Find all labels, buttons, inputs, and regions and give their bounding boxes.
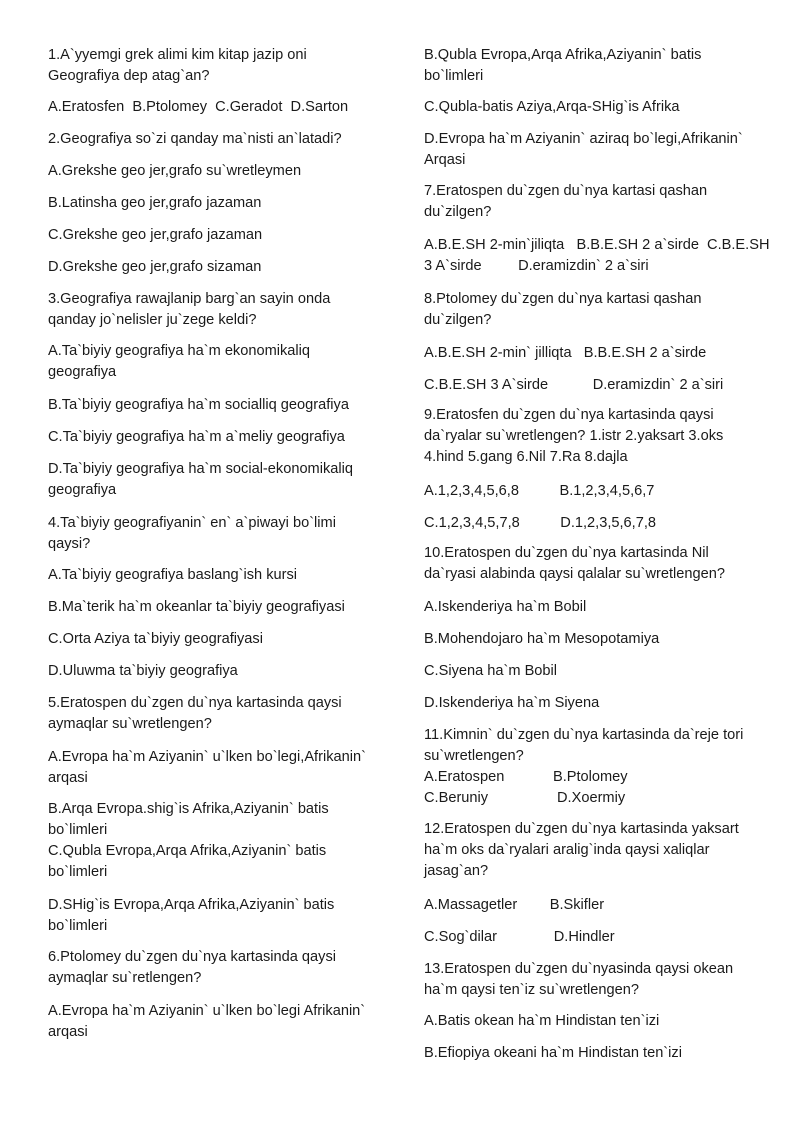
text-block: 1.A`yyemgi grek alimi kim kitap jazip oni Geografiya dep atag`an? bbox=[48, 47, 307, 84]
text-block: A.Batis okean ha`m Hindistan ten`izi bbox=[424, 1013, 660, 1029]
text-block: A.Evropa ha`m Aziyanin` u`lken bo`legi,Afrikanin` arqasi bbox=[48, 749, 366, 786]
text-block: C.Ta`biyiy geografiya ha`m a`meliy geografiya bbox=[48, 429, 345, 445]
text-block: C.B.E.SH 3 A`sirde D.eramizdin` 2 a`siri bbox=[424, 377, 724, 393]
text-block: A.Evropa ha`m Aziyanin` u`lken bo`legi Afrikanin` arqasi bbox=[48, 1003, 366, 1040]
text-block: D.SHig`is Evropa,Arqa Afrika,Aziyanin` batis bo`limleri bbox=[48, 897, 335, 934]
text-block: A.Ta`biyiy geografiya ha`m ekonomikaliq geografiya bbox=[48, 343, 310, 380]
text-block: B.Efiopiya okeani ha`m Hindistan ten`izi bbox=[424, 1045, 682, 1061]
text-block: C.1,2,3,4,5,7,8 D.1,2,3,5,6,7,8 bbox=[424, 515, 657, 531]
text-block: 3.Geografiya rawajlanip barg`an sayin onda qanday jo`nelisler ju`zege keldi? bbox=[48, 291, 331, 328]
text-block: C.Sog`dilar D.Hindler bbox=[424, 929, 615, 945]
text-block: D.Ta`biyiy geografiya ha`m social-ekonomikaliq geografiya bbox=[48, 461, 353, 498]
text-block: D.Grekshe geo jer,grafo sizaman bbox=[48, 259, 262, 275]
text-block: C.Qubla-batis Aziya,Arqa-SHig`is Afrika bbox=[424, 99, 680, 115]
text-block: A.B.E.SH 2-min` jilliqta B.B.E.SH 2 a`sirde bbox=[424, 345, 707, 361]
text-block: C.Orta Aziya ta`biyiy geografiyasi bbox=[48, 631, 263, 647]
text-block: B.Latinsha geo jer,grafo jazaman bbox=[48, 195, 262, 211]
text-block: A.Grekshe geo jer,grafo su`wretleymen bbox=[48, 163, 302, 179]
text-block: A.Eratosfen B.Ptolomey C.Geradot D.Sarton bbox=[48, 99, 349, 115]
text-block: C.Siyena ha`m Bobil bbox=[424, 663, 558, 679]
text-block: B.Arqa Evropa.shig`is Afrika,Aziyanin` batis bo`limleri C.Qubla Evropa,Arqa Afrika,Aziyanin` batis bo`limleri bbox=[48, 801, 329, 880]
text-block: A.B.E.SH 2-min`jiliqta B.B.E.SH 2 a`sirde C.B.E.SH 3 A`sirde D.eramizdin` 2 a`siri bbox=[424, 237, 770, 274]
text-block: 13.Eratospen du`zgen du`nyasinda qaysi okean ha`m qaysi ten`iz su`wretlengen? bbox=[424, 961, 734, 998]
text-block: B.Ma`terik ha`m okeanlar ta`biyiy geografiyasi bbox=[48, 599, 345, 615]
text-block: D.Uluwma ta`biyiy geografiya bbox=[48, 663, 238, 679]
text-block: 11.Kimnin` du`zgen du`nya kartasinda da`reje tori su`wretlengen? A.Eratospen B.Ptolomey C.Beruniy D.Xoermiy bbox=[424, 727, 744, 806]
text-block: 9.Eratosfen du`zgen du`nya kartasinda qaysi da`ryalar su`wretlengen? 1.istr 2.yaksart 3.oks 4.hind 5.gang 6.Nil 7.Ra 8.dajla bbox=[424, 407, 724, 465]
text-block: A.Ta`biyiy geografiya baslang`ish kursi bbox=[48, 567, 298, 583]
text-block: 10.Eratospen du`zgen du`nya kartasinda Nil da`ryasi alabinda qaysi qalalar su`wretlengen? bbox=[424, 545, 725, 582]
text-block: 5.Eratospen du`zgen du`nya kartasinda qaysi aymaqlar su`wretlengen? bbox=[48, 695, 342, 732]
text-block: 8.Ptolomey du`zgen du`nya kartasi qashan du`zilgen? bbox=[424, 291, 702, 328]
text-block: A.Iskenderiya ha`m Bobil bbox=[424, 599, 587, 615]
text-block: D.Iskenderiya ha`m Siyena bbox=[424, 695, 600, 711]
text-block: 7.Eratospen du`zgen du`nya kartasi qashan du`zilgen? bbox=[424, 183, 708, 220]
text-block: 4.Ta`biyiy geografiyanin` en` a`piwayi bo`limi qaysi? bbox=[48, 515, 336, 552]
text-block: A.Massagetler B.Skifler bbox=[424, 897, 605, 913]
text-block: 6.Ptolomey du`zgen du`nya kartasinda qaysi aymaqlar su`retlengen? bbox=[48, 949, 336, 986]
text-block: 2.Geografiya so`zi qanday ma`nisti an`latadi? bbox=[48, 131, 342, 147]
text-block: 12.Eratospen du`zgen du`nya kartasinda yaksart ha`m oks da`ryalari aralig`inda qaysi xaliqlar jasag`an? bbox=[424, 821, 739, 879]
text-block: B.Ta`biyiy geografiya ha`m socialliq geografiya bbox=[48, 397, 349, 413]
text-block: C.Grekshe geo jer,grafo jazaman bbox=[48, 227, 263, 243]
text-block: A.1,2,3,4,5,6,8 B.1,2,3,4,5,6,7 bbox=[424, 483, 655, 499]
text-block: B.Qubla Evropa,Arqa Afrika,Aziyanin` batis bo`limleri bbox=[424, 47, 702, 84]
text-block: B.Mohendojaro ha`m Mesopotamiya bbox=[424, 631, 660, 647]
text-block: D.Evropa ha`m Aziyanin` aziraq bo`legi,Afrikanin` Arqasi bbox=[424, 131, 743, 168]
